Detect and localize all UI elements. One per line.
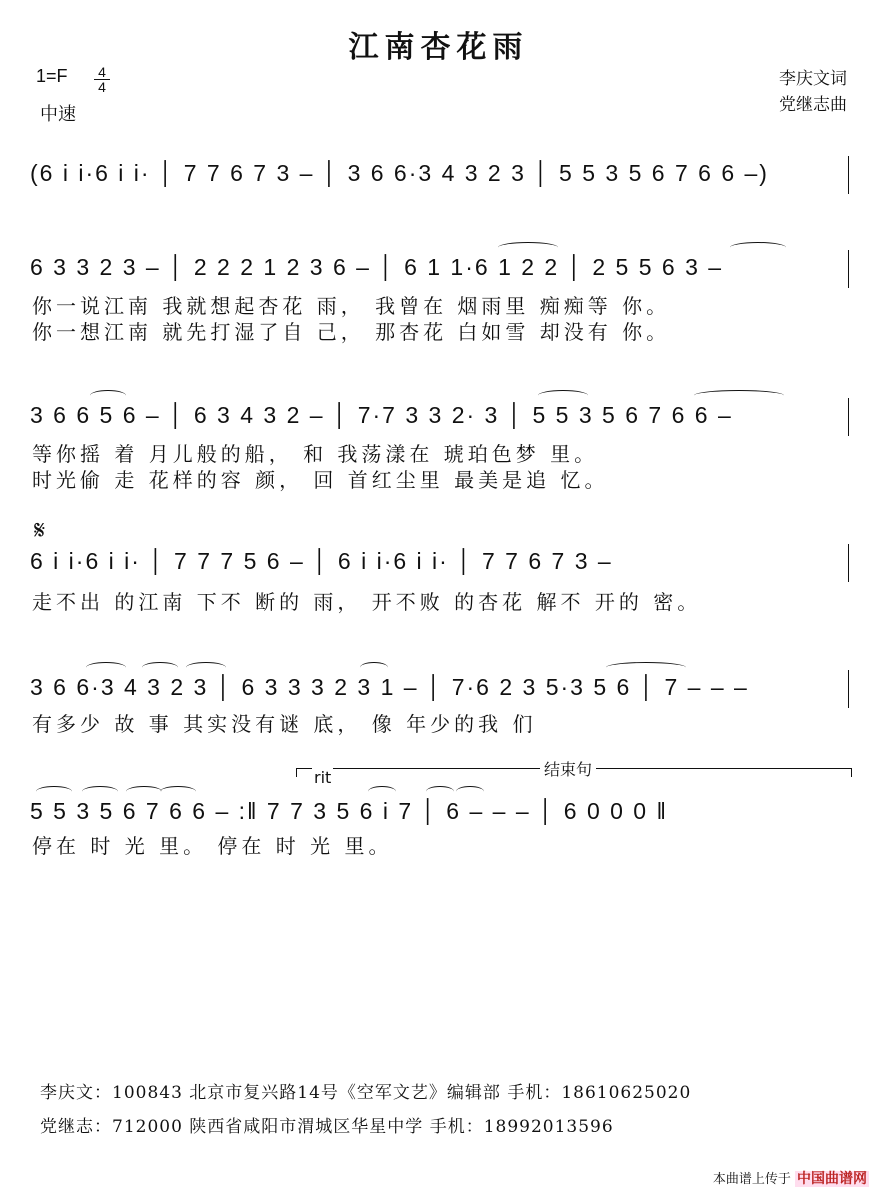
time-signature (94, 66, 110, 93)
staff-6 (30, 794, 850, 834)
staff-notes: 6 i i·6 i i· │ 7 7 7 5 6 – │ 6 i i·6 i i· │ 7 7 6 7 3 – (30, 548, 613, 574)
lyric-line-7: 停在 时 光 里。 停在 时 光 里。 (32, 834, 393, 858)
lyric-line-6: 有多少 故 事 其实没有谜 底， 像 年少的我 们 (32, 712, 537, 736)
staff-notes: (6 i i·6 i i· │ 7 7 6 7 3 – │ 3 6 6·3 4 3 2 3 │ 5 5 3 5 6 7 6 6 –) (30, 160, 769, 186)
footer-contact-1: 李庆文：100843 北京市复兴路14号《空军文艺》编辑部 手机：18610625020 (40, 1083, 692, 1103)
composer: 党继志曲 (779, 95, 847, 115)
page-title: 江南杏花雨 (348, 30, 529, 65)
staff-1 (30, 156, 850, 196)
time-bottom: 4 (98, 79, 106, 95)
rit-marking: rit (314, 768, 332, 787)
tempo-marking: 中速 (40, 104, 76, 125)
credits (779, 66, 847, 118)
time-top: 4 (98, 64, 106, 80)
lyric-line-1: 你一说江南 我就想起杏花 雨， 我曾在 烟雨里 痴痴等 你。 (32, 294, 671, 318)
staff-notes: 3 6 6 5 6 – │ 6 3 4 3 2 – │ 7·7 3 3 2· 3 │ 5 5 3 5 6 7 6 6 – (30, 402, 733, 428)
lyric-line-3: 等你摇 着 月儿般的船， 和 我荡漾在 琥珀色梦 里。 (32, 442, 599, 466)
footer-contact-2: 党继志：712000 陕西省咸阳市渭城区华星中学 手机：18992013596 (40, 1117, 614, 1137)
key-signature (36, 64, 106, 95)
key-label: 1=F (36, 66, 68, 86)
staff-notes: 5 5 3 5 6 7 6 6 – :‖ 7 7 3 5 6 i 7 │ 6 – – – │ 6 0 0 0 ‖ (30, 798, 668, 824)
staff-notes: 3 6 6·3 4 3 2 3 │ 6 3 3 3 2 3 1 – │ 7·6 2 3 5·3 5 6 │ 7 – – – (30, 674, 749, 700)
segno-icon: 𝄋 (34, 516, 46, 546)
staff-3 (30, 398, 850, 438)
staff-5 (30, 670, 850, 710)
staff-notes: 6 3 3 2 3 – │ 2 2 2 1 2 3 6 – │ 6 1 1·6 1 2 2 │ 2 5 5 6 3 – (30, 254, 724, 280)
lyric-line-5: 走不出 的江南 下不 断的 雨， 开不败 的杏花 解不 开的 密。 (32, 590, 702, 614)
site-logo[interactable]: 中国曲谱网 (797, 1171, 867, 1187)
staff-2 (30, 250, 850, 290)
ending-label: 结束句 (540, 757, 596, 780)
staff-4 (30, 544, 850, 584)
lyricist: 李庆文词 (779, 69, 847, 89)
upload-text: 本曲谱上传于 (712, 1172, 791, 1187)
lyric-line-4: 时光偷 走 花样的容 颜， 回 首红尘里 最美是追 忆。 (32, 468, 609, 492)
upload-credit (713, 1168, 869, 1188)
lyric-line-2: 你一想江南 就先打湿了自 己， 那杏花 白如雪 却没有 你。 (32, 320, 671, 344)
